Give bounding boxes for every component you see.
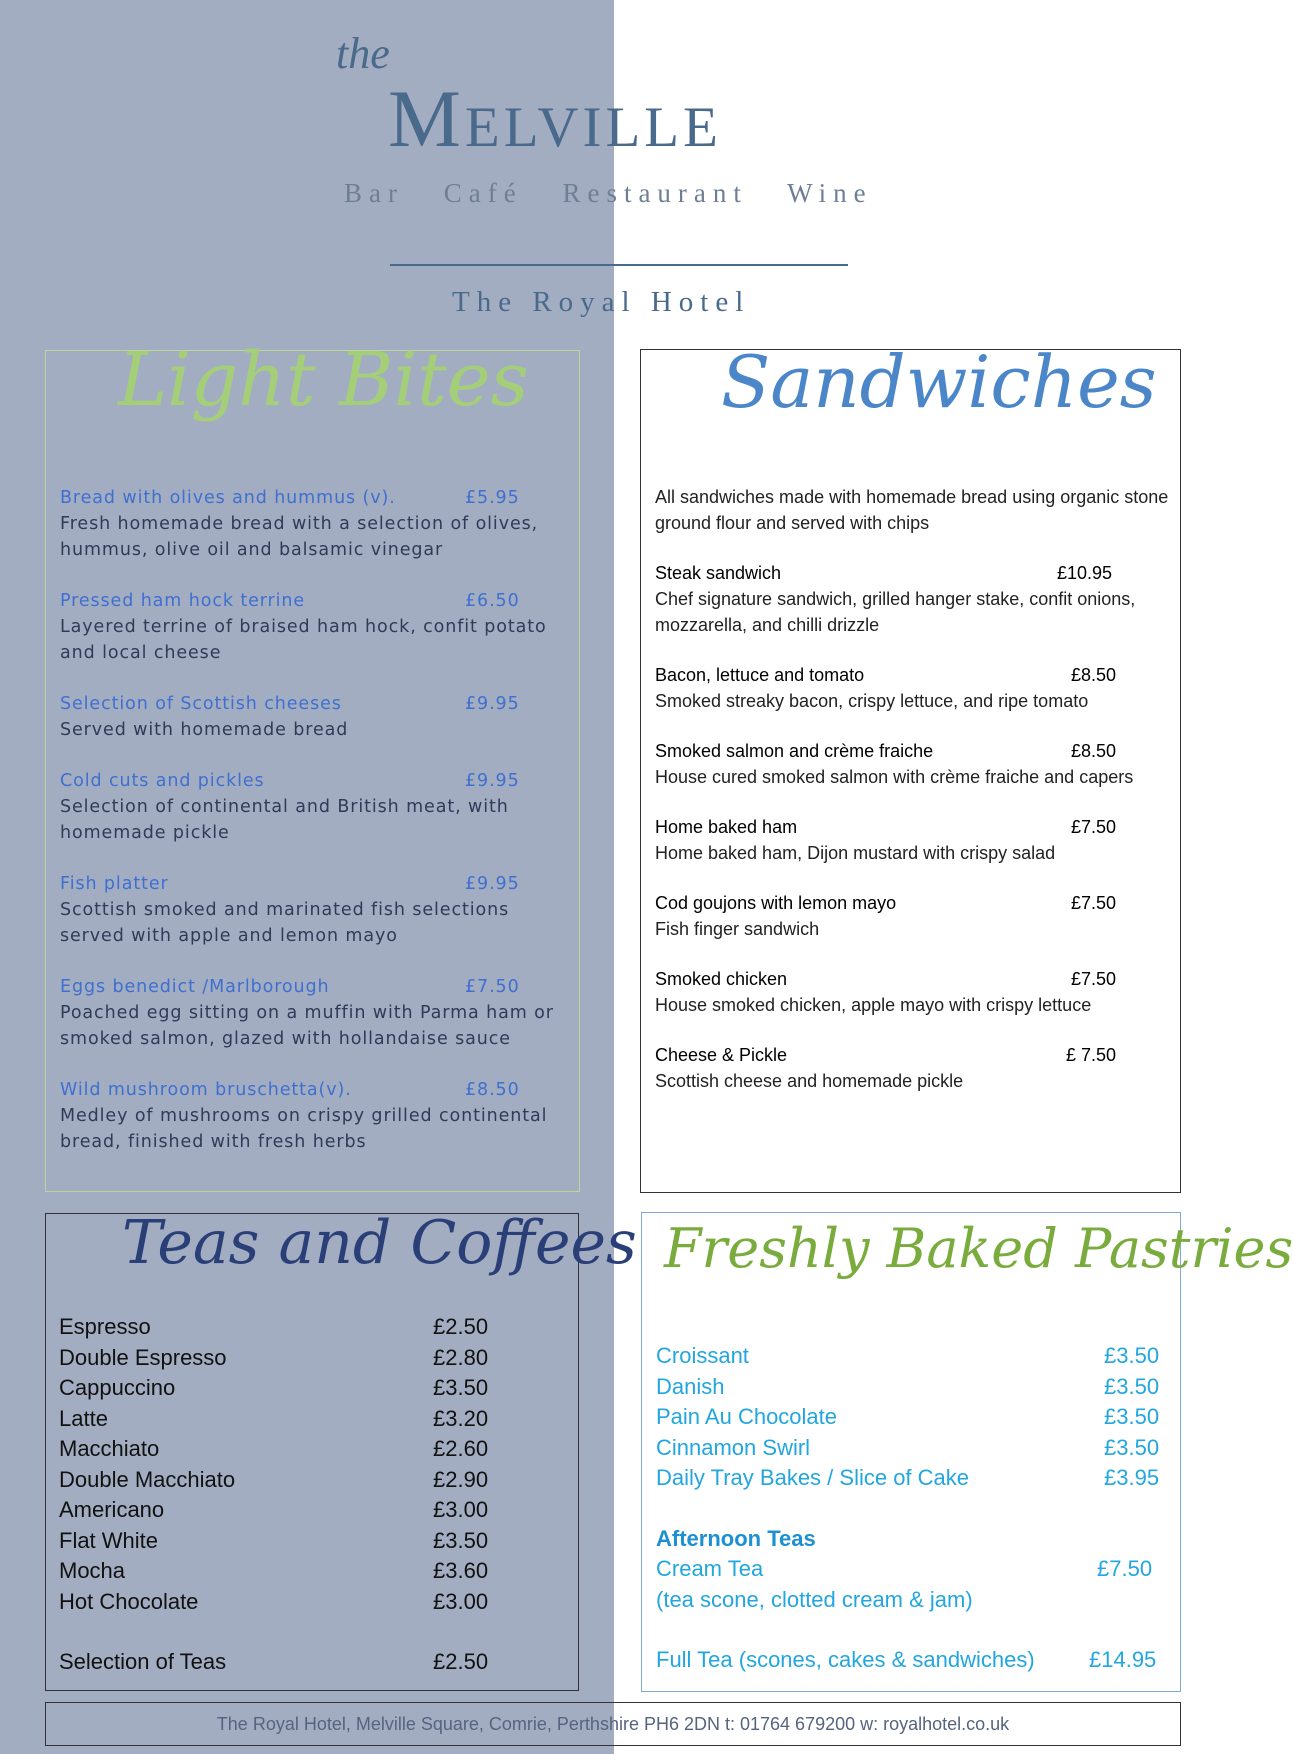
item-price: £7.50: [1071, 969, 1117, 989]
item-price: £5.95: [465, 488, 520, 508]
item-price: £2.90: [433, 1466, 489, 1492]
item-name: Full Tea (scones, cakes & sandwiches): [656, 1647, 1035, 1672]
menu-item: [655, 966, 1175, 1018]
item-price: £3.95: [1104, 1465, 1160, 1490]
item-name: Double Espresso: [59, 1344, 227, 1370]
pastries-title: Freshly Baked Pastries: [664, 1217, 1293, 1280]
tagline: Bar Café Restaurant Wine: [344, 178, 873, 208]
item-description: Scottish cheese and homemade pickle: [655, 1071, 964, 1091]
list-item: [59, 1647, 569, 1678]
item-name: Hot Chocolate: [59, 1588, 199, 1614]
item-price: £6.50: [465, 591, 520, 611]
item-price: £3.50: [433, 1375, 489, 1400]
item-name: Eggs benedict /Marlborough: [60, 977, 330, 997]
item-price: £3.00: [433, 1497, 489, 1522]
item-description: Home baked ham, Dijon mustard with crispy salad: [655, 843, 1056, 863]
item-description: Smoked streaky bacon, crispy lettuce, and ripe tomato: [655, 691, 1089, 711]
item-name: Cappuccino: [59, 1375, 176, 1400]
item-price: £8.50: [1071, 665, 1117, 685]
item-description: Poached egg sitting on a muffin with Parma ham or smoked salmon, glazed with hollandaise sauce: [60, 1003, 554, 1049]
item-price: £2.60: [433, 1436, 489, 1461]
sandwiches-intro: All sandwiches made with homemade bread using organic stone ground flour and served with chips: [655, 487, 1169, 533]
item-price: £3.50: [1104, 1434, 1160, 1460]
teas-coffees-title: Teas and Coffees: [122, 1208, 637, 1278]
teas-coffees-section: [45, 1208, 637, 1691]
item-name: Bread with olives and hummus (v).: [60, 488, 396, 508]
item-price: £3.00: [433, 1588, 489, 1614]
sandwiches-list: [655, 484, 1175, 1118]
item-price: £9.95: [465, 694, 520, 714]
light-bites-list: [60, 485, 570, 1180]
pastries-list: [656, 1341, 1166, 1676]
menu-item: [655, 662, 1175, 714]
item-name: Pressed ham hock terrine: [60, 591, 306, 611]
afternoon-teas-heading: Afternoon Teas: [656, 1525, 816, 1551]
item-name: Danish: [656, 1373, 725, 1399]
menu-item: [60, 974, 570, 1052]
list-item: [59, 1404, 569, 1435]
item-name: Home baked ham: [655, 817, 798, 837]
item-price: £7.50: [1071, 893, 1117, 913]
item-price: £2.50: [433, 1649, 489, 1674]
spacer: [656, 1615, 1166, 1645]
light-bites-section: [45, 337, 580, 1192]
item-price: £3.50: [1104, 1343, 1160, 1368]
item-price: £7.50: [1097, 1556, 1153, 1581]
teas-coffees-list: [59, 1312, 569, 1678]
item-name: Wild mushroom bruschetta(v).: [60, 1080, 352, 1100]
item-description: Fresh homemade bread with a selection of olives, hummus, olive oil and balsamic vinegar: [60, 514, 539, 560]
item-price: £ 7.50: [1066, 1045, 1117, 1065]
brand-name: Melville: [388, 73, 722, 164]
spacer: [59, 1617, 569, 1647]
item-name: Mocha: [59, 1558, 126, 1583]
list-item: [59, 1373, 569, 1404]
list-item: [59, 1343, 569, 1374]
item-description: Layered terrine of braised ham hock, confit potato and local cheese: [60, 617, 547, 663]
item-name: Daily Tray Bakes / Slice of Cake: [656, 1465, 970, 1490]
pastries-section: [641, 1212, 1293, 1692]
item-name: Bacon, lettuce and tomato: [655, 665, 865, 685]
item-name: Selection of Scottish cheeses: [60, 694, 342, 714]
item-name: Cinnamon Swirl: [656, 1434, 811, 1460]
list-item: [59, 1312, 569, 1343]
item-price: £2.50: [433, 1314, 489, 1339]
item-description: Fish finger sandwich: [655, 919, 820, 939]
item-price: £10.95: [1057, 563, 1113, 583]
item-price: £8.50: [465, 1080, 520, 1100]
item-price: £3.60: [433, 1558, 489, 1583]
item-description: Medley of mushrooms on crispy grilled continental bread, finished with fresh herbs: [60, 1106, 548, 1152]
menu-item: [655, 890, 1175, 942]
menu-item: [60, 1077, 570, 1155]
sandwiches-title: Sandwiches: [721, 340, 1157, 424]
hotel-subtitle: The Royal Hotel: [452, 286, 751, 318]
item-name: Croissant: [656, 1343, 749, 1368]
list-item: [656, 1554, 1166, 1585]
item-name: Latte: [59, 1405, 108, 1431]
item-description: Served with homemade bread: [60, 720, 349, 740]
item-description: House smoked chicken, apple mayo with crispy lettuce: [655, 995, 1092, 1015]
list-item: [59, 1465, 569, 1496]
menu-item: [60, 691, 570, 743]
item-price: £3.20: [433, 1405, 489, 1431]
menu-item: [60, 871, 570, 949]
item-name: Americano: [59, 1497, 165, 1522]
menu-item: [60, 588, 570, 666]
list-item: [59, 1556, 569, 1587]
item-price: £7.50: [1071, 817, 1117, 837]
item-description: Chef signature sandwich, grilled hanger stake, confit onions, mozzarella, and chilli drizzle: [655, 589, 1136, 635]
item-name: Fish platter: [60, 874, 169, 894]
list-item: [656, 1645, 1166, 1676]
item-description: House cured smoked salmon with crème fraiche and capers: [655, 767, 1134, 787]
item-description: Selection of continental and British meat, with homemade pickle: [60, 797, 509, 843]
menu-item: [655, 814, 1175, 866]
item-description: Scottish smoked and marinated fish selections served with apple and lemon mayo: [60, 900, 510, 946]
list-item: [59, 1587, 569, 1618]
item-name: Steak sandwich: [655, 563, 782, 583]
item-price: £14.95: [1089, 1647, 1157, 1672]
item-name: Cheese & Pickle: [655, 1045, 788, 1065]
brand-prefix: the: [336, 29, 390, 78]
menu-item: [655, 738, 1175, 790]
item-price: £3.50: [433, 1527, 489, 1553]
item-name: Macchiato: [59, 1436, 160, 1461]
footer-address: The Royal Hotel, Melville Square, Comrie, Perthshire PH6 2DN t: 01764 679200 w: royalhotel.co.uk: [45, 1702, 1181, 1746]
item-price: £9.95: [465, 874, 520, 894]
spacer: [656, 1494, 1166, 1524]
item-name: Double Macchiato: [59, 1466, 236, 1492]
item-name: Cream Tea: [656, 1556, 764, 1581]
header-divider: [390, 264, 848, 266]
menu-item: [60, 768, 570, 846]
list-item: [59, 1495, 569, 1526]
item-name: Cod goujons with lemon mayo: [655, 893, 897, 913]
list-item: [656, 1433, 1166, 1464]
menu-item: [60, 485, 570, 563]
list-item: [59, 1526, 569, 1557]
item-price: £7.50: [465, 977, 520, 997]
item-price: £2.80: [433, 1344, 489, 1370]
list-item: [656, 1402, 1166, 1433]
item-name: Smoked salmon and crème fraiche: [655, 741, 934, 761]
menu-item: [655, 1042, 1175, 1094]
list-item: [59, 1434, 569, 1465]
item-price: £3.50: [1104, 1373, 1160, 1399]
item-name: Pain Au Chocolate: [656, 1404, 838, 1429]
item-name: Selection of Teas: [59, 1649, 227, 1674]
list-item: [656, 1341, 1166, 1372]
item-name: Espresso: [59, 1314, 151, 1339]
item-price: £3.50: [1104, 1404, 1160, 1429]
item-name: Flat White: [59, 1527, 159, 1553]
item-name: Cold cuts and pickles: [60, 771, 265, 791]
item-price: £9.95: [465, 771, 520, 791]
list-item: [656, 1372, 1166, 1403]
menu-item: [655, 560, 1175, 638]
item-price: £8.50: [1071, 741, 1117, 761]
item-name: Smoked chicken: [655, 969, 788, 989]
sandwiches-section: [640, 340, 1181, 1193]
light-bites-title: Light Bites: [118, 337, 529, 423]
list-item: [656, 1463, 1166, 1494]
item-note: (tea scone, clotted cream & jam): [656, 1586, 973, 1612]
